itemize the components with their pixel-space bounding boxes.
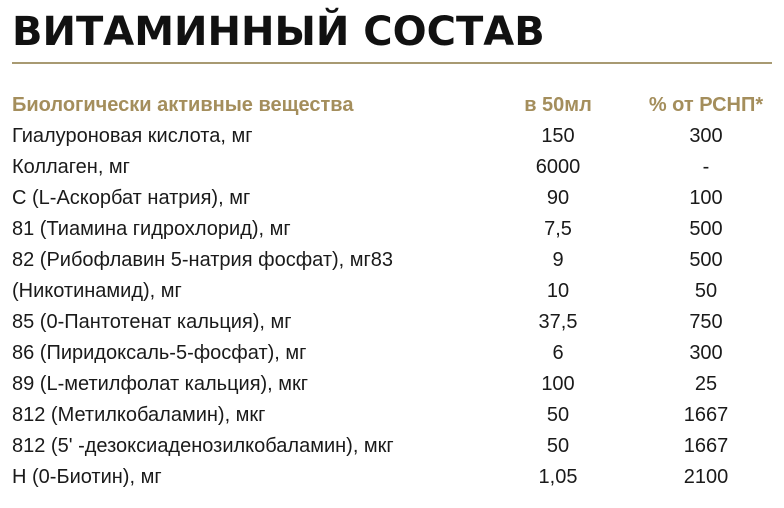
table-row (12, 121, 784, 152)
row-name: 81 (Тиамина гидрохлорид), мг (12, 218, 291, 240)
row-name: Н (0-Биотин), мг (12, 466, 162, 488)
row-amount: 50 (546, 404, 570, 426)
row-percent: - (702, 156, 710, 178)
table-row (12, 462, 784, 493)
table-row (12, 183, 784, 214)
table-row (12, 338, 784, 369)
row-amount: 7,5 (544, 218, 572, 240)
row-name: C (L-Аскорбат натрия), мг (12, 187, 251, 209)
row-name: 85 (0-Пантотенат кальция), мг (12, 311, 292, 333)
row-name: 812 (Метилкобаламин), мкг (12, 404, 266, 426)
row-amount: 100 (541, 373, 575, 395)
row-amount: 1,05 (538, 466, 578, 488)
table-row (12, 307, 784, 338)
row-name: 89 (L-метилфолат кальция), мкг (12, 373, 309, 395)
row-name: 86 (Пиридоксаль-5-фосфат), мг (12, 342, 307, 364)
header-percent: % от РСНП* (648, 94, 764, 116)
row-percent: 500 (689, 218, 723, 240)
row-percent: 2100 (683, 466, 729, 488)
row-percent: 1667 (683, 404, 729, 426)
header-substances: Биологически активные вещества (12, 94, 354, 116)
table-row (12, 276, 784, 307)
row-percent: 50 (694, 280, 718, 302)
row-name: (Никотинамид), мг (12, 280, 182, 302)
row-name: 812 (5' -дезоксиаденозилкобаламин), мкг (12, 435, 394, 457)
row-percent: 300 (689, 342, 723, 364)
row-name: Коллаген, мг (12, 156, 130, 178)
table-header-row (12, 90, 784, 121)
row-name: 82 (Рибофлавин 5-натрия фосфат), мг83 (12, 249, 394, 271)
title-divider (12, 62, 772, 64)
table-row (12, 369, 784, 400)
table-row (12, 431, 784, 462)
table-row (12, 245, 784, 276)
vitamin-table (12, 90, 784, 493)
table-row (12, 152, 784, 183)
row-amount: 10 (546, 280, 570, 302)
row-name: Гиалуроновая кислота, мг (12, 125, 253, 147)
row-amount: 9 (552, 249, 564, 271)
row-percent: 300 (689, 125, 723, 147)
table-row (12, 400, 784, 431)
row-percent: 25 (694, 373, 718, 395)
table-row (12, 214, 784, 245)
page-title: ВИТАМИННЫЙ СОСТАВ (12, 9, 545, 55)
row-percent: 500 (689, 249, 723, 271)
header-amount: в 50мл (524, 94, 592, 116)
row-amount: 37,5 (538, 311, 578, 333)
row-amount: 50 (546, 435, 570, 457)
row-percent: 1667 (683, 435, 729, 457)
row-amount: 6 (552, 342, 564, 364)
row-amount: 150 (541, 125, 575, 147)
row-amount: 6000 (535, 156, 581, 178)
row-amount: 90 (546, 187, 570, 209)
row-percent: 750 (689, 311, 723, 333)
row-percent: 100 (689, 187, 723, 209)
